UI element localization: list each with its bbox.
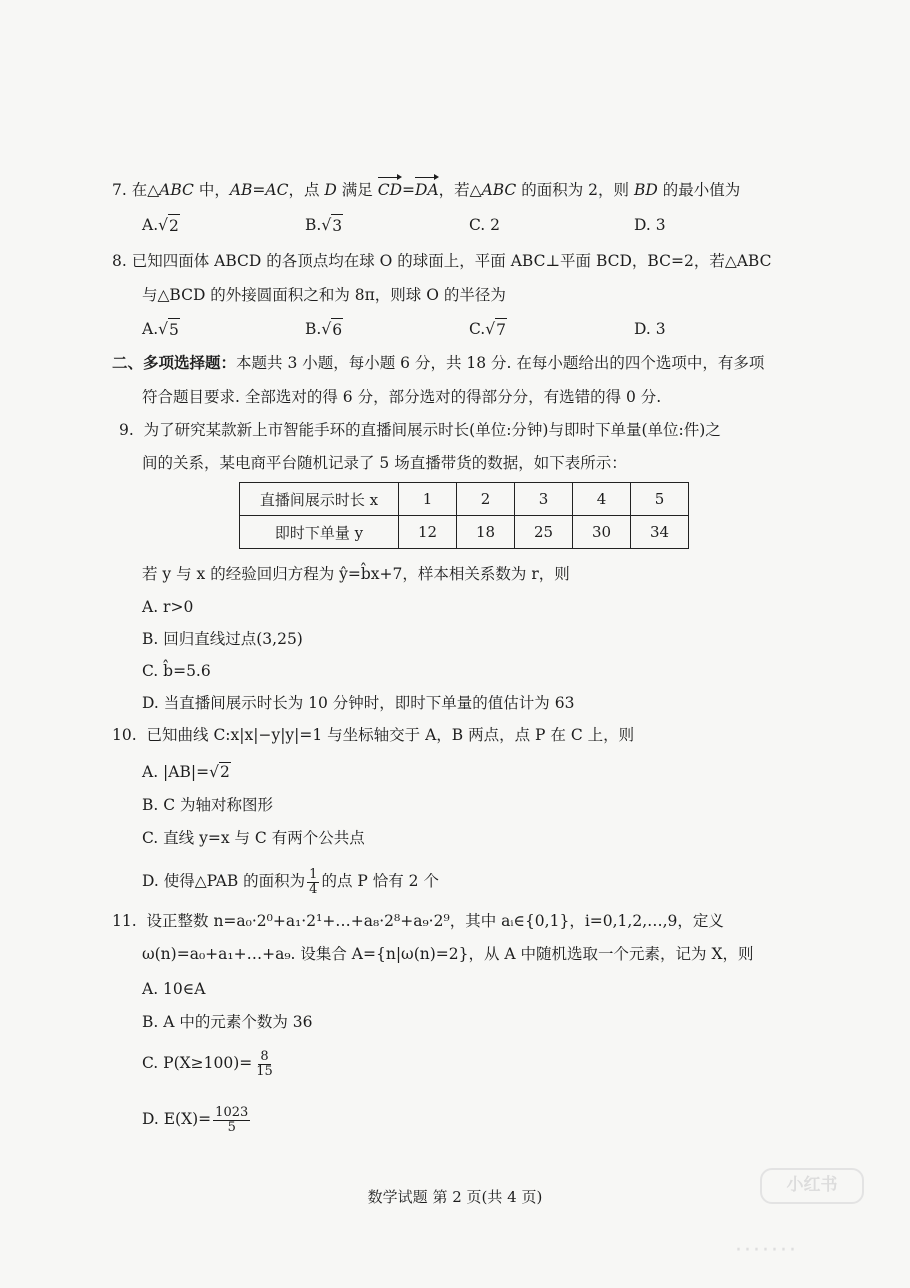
q7-options	[142, 214, 842, 236]
table-header-x: 直播间展示时长 x	[240, 483, 399, 516]
table-cell: 5	[631, 483, 689, 516]
table-cell: 25	[515, 516, 573, 549]
q9-option-d: D. 当直播间展示时长为 10 分钟时，即时下单量的值估计为 63	[142, 694, 575, 712]
table-header-y: 即时下单量 y	[240, 516, 399, 549]
q8-line-2: 与△BCD 的外接圆面积之和为 8π，则球 O 的半径为	[142, 286, 506, 304]
q10-option-a: A. |AB|=√2	[142, 763, 230, 781]
table-cell: 12	[399, 516, 457, 549]
section-2-title: 二、多项选择题：	[112, 353, 237, 372]
q11-option-d: D. E(X)= $\frac{1023}{5}$	[142, 1104, 249, 1135]
section-2-line-1: 二、多项选择题：本题共 3 小题，每小题 6 分，共 18 分. 在每小题给出的四个选项中，有多项	[112, 353, 765, 372]
table-cell: 1	[399, 483, 457, 516]
q9-line-2: 间的关系，某电商平台随机记录了 5 场直播带货的数据，如下表所示：	[142, 454, 627, 472]
q8-option-b: B.√ 6	[305, 320, 343, 339]
q7-stem: 7. 在△ABC 中，AB=AC，点 D 满足 CD=DA，若△ABC 的面积为 2，则 BD 的最小值为	[112, 181, 741, 199]
fraction: $\frac{8}{15}$	[256, 1048, 273, 1079]
q11-option-a: A. 10∈A	[142, 980, 206, 998]
q8-option-c: C.√ 7	[469, 320, 506, 339]
q7-option-a: A.√ 2	[142, 216, 179, 235]
table-cell: 4	[573, 483, 631, 516]
watermark-logo: 小红书	[760, 1168, 864, 1204]
table-row	[240, 483, 689, 516]
table-cell: 3	[515, 483, 573, 516]
q10-option-b: B. C 为轴对称图形	[142, 796, 274, 814]
watermark-text: ·······	[735, 1238, 798, 1263]
vector-da: DA	[415, 181, 439, 199]
q11-line-1: 11. 设正整数 n=a₀·2⁰+a₁·2¹+…+a₈·2⁸+a₉·2⁹，其中 aᵢ∈{0,1}，i=0,1,2,…,9，定义	[112, 912, 724, 930]
table-cell: 18	[457, 516, 515, 549]
q9-option-a: A. r>0	[142, 598, 194, 616]
q11-option-b: B. A 中的元素个数为 36	[142, 1013, 313, 1031]
q9-option-b: B. 回归直线过点(3,25)	[142, 630, 303, 648]
q8-line-1: 8. 已知四面体 ABCD 的各顶点均在球 O 的球面上，平面 ABC⊥平面 BCD，BC=2，若△ABC	[112, 252, 772, 270]
q9-line-1: 9. 为了研究某款新上市智能手环的直播间展示时长(单位:分钟)与即时下单量(单位:件)之	[119, 421, 721, 439]
q8-option-d: D. 3	[634, 320, 666, 338]
q10-line-1: 10. 已知曲线 C:x|x|−y|y|=1 与坐标轴交于 A，B 两点，点 P 在 C 上，则	[112, 726, 635, 744]
table-cell: 30	[573, 516, 631, 549]
section-2-line-2: 符合题目要求. 全部选对的得 6 分，部分选对的得部分分，有选错的得 0 分.	[142, 388, 662, 406]
table-cell: 34	[631, 516, 689, 549]
q8-options	[142, 318, 842, 340]
fraction: $\frac{1}{4}$	[309, 866, 318, 897]
q11-option-c: C. P(X≥100)= $\frac{8}{15}$	[142, 1048, 273, 1079]
page-footer: 数学试题 第 2 页(共 4 页)	[367, 1188, 543, 1206]
table-cell: 2	[457, 483, 515, 516]
vector-cd: CD	[377, 181, 403, 199]
q7-option-c: C. 2	[469, 216, 501, 234]
q7-option-d: D. 3	[634, 216, 666, 234]
q9-option-c: C. b̂=5.6	[142, 662, 211, 680]
q9-line-3: 若 y 与 x 的经验回归方程为 ŷ=b̂x+7，样本相关系数为 r，则	[142, 565, 570, 583]
q10-option-c: C. 直线 y=x 与 C 有两个公共点	[142, 829, 365, 847]
q11-line-2: ω(n)=a₀+a₁+…+a₉. 设集合 A={n|ω(n)=2}，从 A 中随机选取一个元素，记为 X，则	[142, 945, 754, 963]
q10-option-d: D. 使得△PAB 的面积为 $\frac{1}{4}$ 的点 P 恰有 2 个	[142, 866, 439, 897]
q7-option-b: B.√ 3	[305, 216, 343, 235]
q9-data-table	[239, 482, 689, 549]
table-row	[240, 516, 689, 549]
q8-option-a: A.√ 5	[142, 320, 179, 339]
fraction: $\frac{1023}{5}$	[215, 1104, 249, 1135]
